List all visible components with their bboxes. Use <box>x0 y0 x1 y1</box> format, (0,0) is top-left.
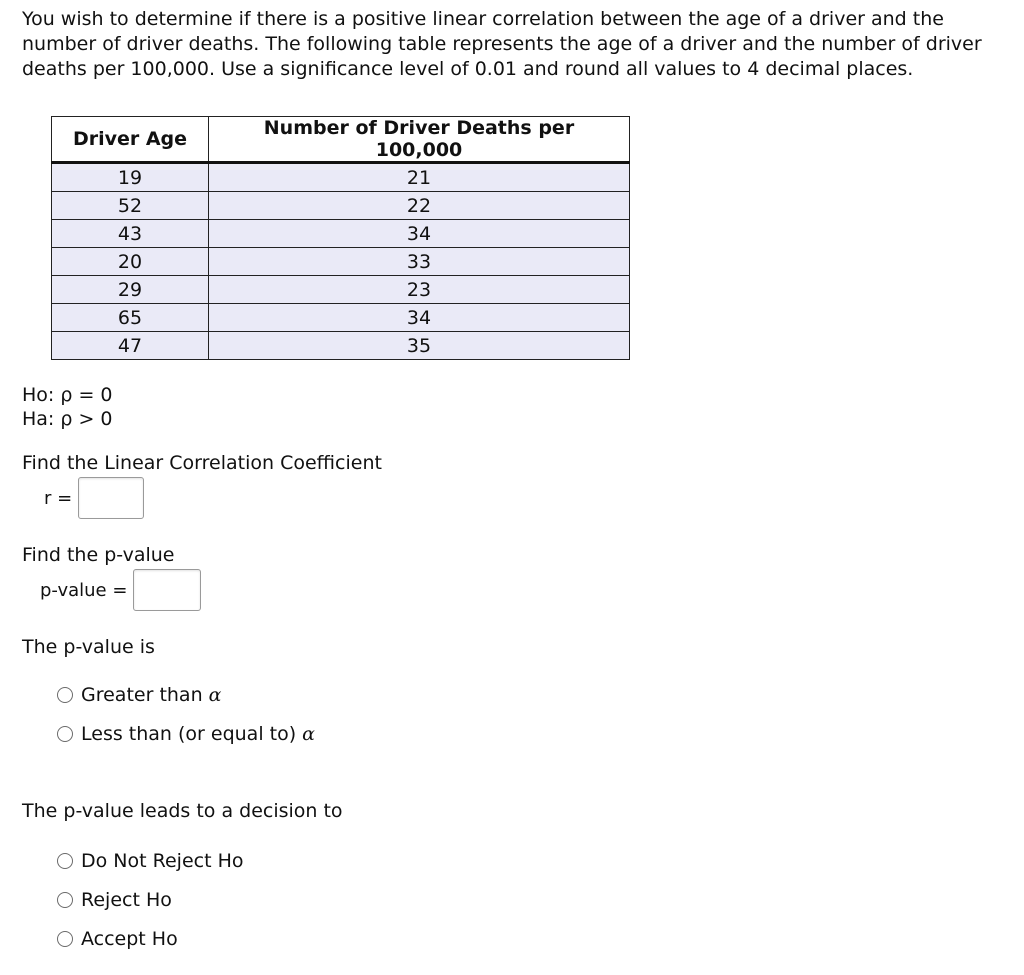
table-row <box>52 163 630 192</box>
table-row <box>52 220 630 248</box>
table-cell-deaths: 22 <box>209 192 630 220</box>
option-label: Accept Ho <box>81 928 178 950</box>
table-row <box>52 276 630 304</box>
radio-reject[interactable] <box>57 892 73 908</box>
option-label: Greater than <box>81 684 203 706</box>
table-row <box>52 304 630 332</box>
alpha-symbol: α <box>302 723 315 745</box>
pvalue-label: p-value = <box>40 579 128 601</box>
alpha-symbol: α <box>208 684 222 706</box>
table-cell-age: 47 <box>52 332 209 360</box>
table-cell-deaths: 34 <box>209 220 630 248</box>
table-cell-age: 43 <box>52 220 209 248</box>
option-accept[interactable] <box>57 928 178 950</box>
radio-do-not-reject[interactable] <box>57 853 73 869</box>
option-label: Reject Ho <box>81 889 172 911</box>
table-header-row <box>52 117 630 163</box>
table-row <box>52 332 630 360</box>
table-cell-age: 29 <box>52 276 209 304</box>
table-cell-age: 52 <box>52 192 209 220</box>
correlation-row <box>44 477 144 519</box>
column-header-driver-age: Driver Age <box>52 117 209 163</box>
table-cell-deaths: 34 <box>209 304 630 332</box>
radio-less-than[interactable] <box>57 726 73 742</box>
pvalue-row <box>40 569 201 611</box>
decision-question: The p-value leads to a decision to <box>22 800 343 822</box>
radio-accept[interactable] <box>57 931 73 947</box>
data-table <box>51 116 630 360</box>
table-cell-deaths: 21 <box>209 163 630 192</box>
column-header-driver-deaths: Number of Driver Deaths per 100,000 <box>209 117 630 163</box>
alternative-hypothesis: Ha: ρ > 0 <box>22 408 113 430</box>
correlation-heading: Find the Linear Correlation Coefficient <box>22 452 382 474</box>
table-cell-deaths: 35 <box>209 332 630 360</box>
table-cell-age: 20 <box>52 248 209 276</box>
table-row <box>52 192 630 220</box>
option-label: Do Not Reject Ho <box>81 850 244 872</box>
table-row <box>52 248 630 276</box>
option-label: Less than (or equal to) <box>81 723 297 745</box>
correlation-input[interactable] <box>78 477 144 519</box>
correlation-label: r = <box>44 487 73 509</box>
pvalue-input[interactable] <box>133 569 201 611</box>
table-cell-deaths: 23 <box>209 276 630 304</box>
option-less-than-alpha[interactable] <box>57 723 315 745</box>
problem-statement: You wish to determine if there is a positive linear correlation between the age of a driver and the number of driver deaths. The following table represents the age of a driver and the number of driver deaths per 100,000. Use a significance level of 0.01 and round all values to 4 decimal places. <box>22 8 982 80</box>
table-cell-age: 19 <box>52 163 209 192</box>
comparison-question: The p-value is <box>22 636 155 658</box>
table-cell-age: 65 <box>52 304 209 332</box>
option-reject[interactable] <box>57 889 172 911</box>
null-hypothesis: Ho: ρ = 0 <box>22 384 113 406</box>
option-do-not-reject[interactable] <box>57 850 243 872</box>
radio-greater-than[interactable] <box>57 687 73 703</box>
table-cell-deaths: 33 <box>209 248 630 276</box>
pvalue-heading: Find the p-value <box>22 544 175 566</box>
option-greater-than-alpha[interactable] <box>57 684 221 706</box>
